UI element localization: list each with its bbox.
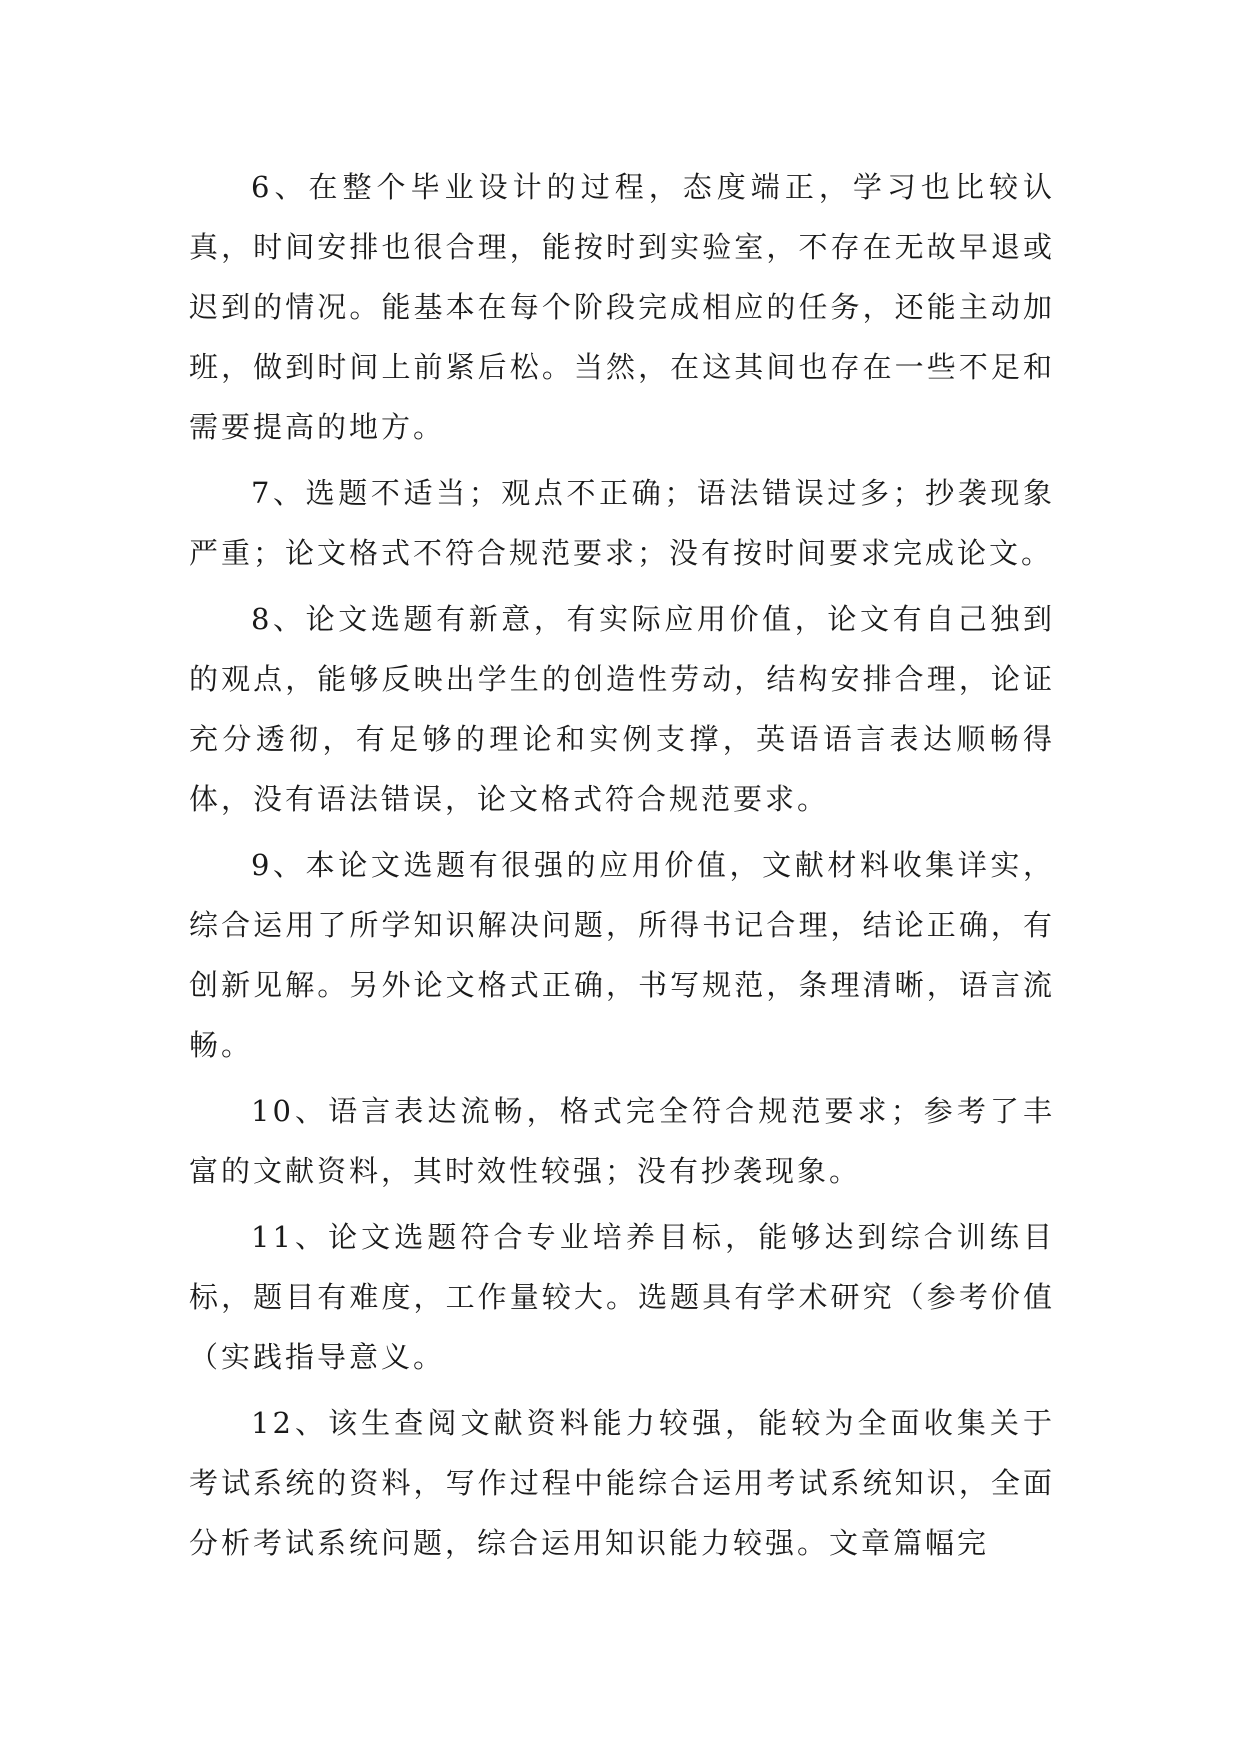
paragraph-12: 12、该生查阅文献资料能力较强，能较为全面收集关于考试系统的资料，写作过程中能综合运用考试系统知识，全面分析考试系统问题，综合运用知识能力较强。文章篇幅完 xyxy=(189,1406,1055,1560)
document-body xyxy=(189,157,1055,1579)
paragraph-9: 9、本论文选题有很强的应用价值，文献材料收集详实，综合运用了所学知识解决问题，所得书记合理，结论正确，有创新见解。另外论文格式正确，书写规范，条理清晰，语言流畅。 xyxy=(189,848,1055,1062)
paragraph-7: 7、选题不适当；观点不正确；语法错误过多；抄袭现象严重；论文格式不符合规范要求；没有按时间要求完成论文。 xyxy=(189,476,1055,570)
paragraph-6: 6、在整个毕业设计的过程，态度端正，学习也比较认真，时间安排也很合理，能按时到实验室，不存在无故早退或迟到的情况。能基本在每个阶段完成相应的任务，还能主动加班，做到时间上前紧后松。当然，在这其间也存在一些不足和需要提高的地方。 xyxy=(189,170,1055,444)
paragraph-11: 11、论文选题符合专业培养目标，能够达到综合训练目标，题目有难度，工作量较大。选题具有学术研究（参考价值（实践指导意义。 xyxy=(189,1220,1055,1374)
paragraph-8: 8、论文选题有新意，有实际应用价值，论文有自己独到的观点，能够反映出学生的创造性劳动，结构安排合理，论证充分透彻，有足够的理论和实例支撑，英语语言表达顺畅得体，没有语法错误，论文格式符合规范要求。 xyxy=(189,602,1055,816)
paragraph-10: 10、语言表达流畅，格式完全符合规范要求；参考了丰富的文献资料，其时效性较强；没有抄袭现象。 xyxy=(189,1094,1055,1188)
